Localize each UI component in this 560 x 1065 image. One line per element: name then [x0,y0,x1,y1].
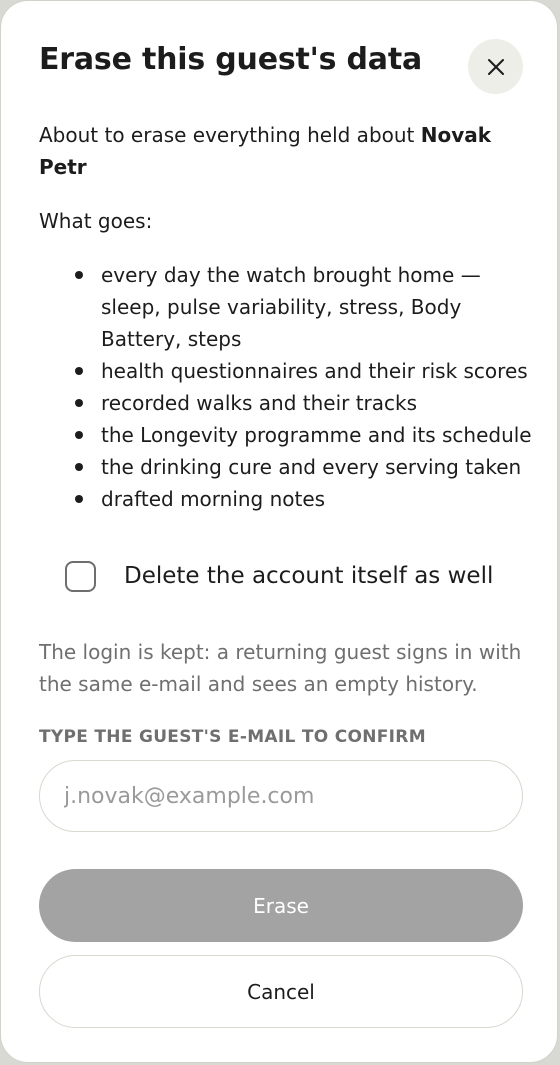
list-item [65,451,535,483]
erased-items-list [65,259,535,515]
list-item-text: health questionnaires and their risk scores [101,359,528,383]
guest-name: Novak Petr [39,123,492,179]
delete-account-label: Delete the account itself as well [124,563,494,589]
intro-text [39,119,509,183]
confirm-email-input[interactable] [39,760,523,832]
intro-prefix: About to erase everything held about [39,123,421,147]
login-kept-hint: The login is kept: a returning guest signs in with the same e-mail and sees an empty history. [39,640,522,696]
list-item [65,387,535,419]
bullet-icon [75,431,83,439]
close-icon [487,58,505,76]
bullet-icon [75,399,83,407]
erase-button[interactable]: Erase [39,869,523,942]
cancel-button[interactable]: Cancel [39,955,523,1028]
close-button[interactable] [468,39,523,94]
bullet-icon [75,495,83,503]
list-item-text: the Longevity programme and its schedule [101,423,532,447]
list-item [65,355,535,387]
list-item-text: recorded walks and their tracks [101,391,418,415]
bullet-icon [75,463,83,471]
list-item-text: drafted morning notes [101,487,326,511]
bullet-icon [75,367,83,375]
list-item [65,483,535,515]
list-item-text: the drinking cure and every serving taken [101,455,522,479]
delete-account-checkbox[interactable] [65,561,96,592]
list-item [65,419,535,451]
bullet-icon [75,271,83,279]
confirm-email-label: TYPE THE GUEST'S E-MAIL TO CONFIRM [39,727,426,747]
what-goes-label: What goes: [39,209,153,233]
list-item [65,259,535,355]
delete-account-option[interactable] [65,559,493,593]
list-item-text: every day the watch brought home — sleep, pulse variability, stress, Body Battery, steps [101,263,481,351]
dialog-title: Erase this guest's data [39,42,423,77]
